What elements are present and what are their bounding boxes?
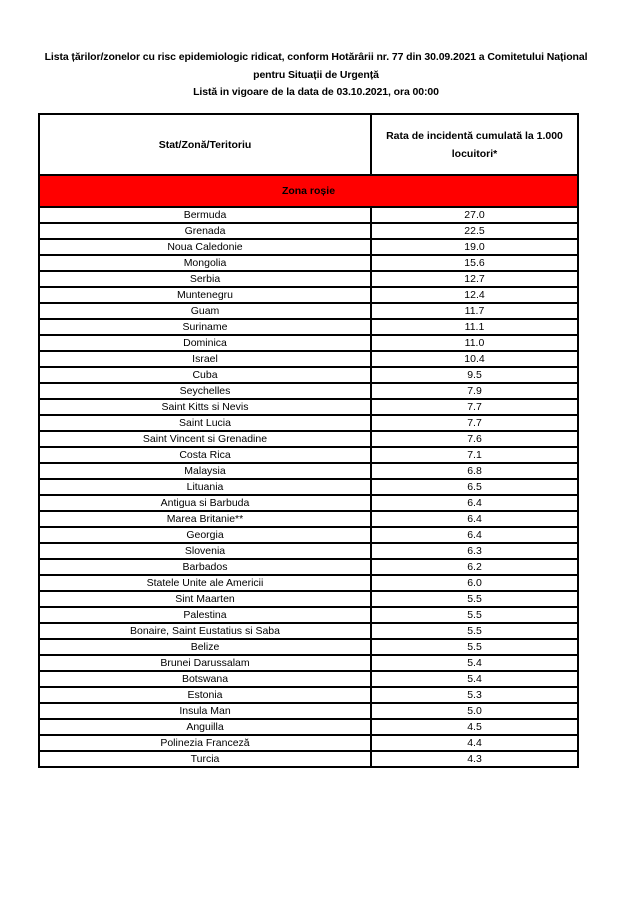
- table-row: [39, 527, 578, 543]
- country-cell: Insula Man: [39, 703, 371, 719]
- title-line-2: pentru Situații de Urgență: [253, 68, 379, 81]
- country-cell: Muntenegru: [39, 287, 371, 303]
- rate-cell: 15.6: [371, 255, 578, 271]
- rate-cell: 4.4: [371, 735, 578, 751]
- country-cell: Turcia: [39, 751, 371, 767]
- rate-cell: 5.5: [371, 591, 578, 607]
- rate-cell: 5.5: [371, 623, 578, 639]
- country-cell: Malaysia: [39, 463, 371, 479]
- country-cell: Suriname: [39, 319, 371, 335]
- table-row: [39, 479, 578, 495]
- country-cell: Bonaire, Saint Eustatius si Saba: [39, 623, 371, 639]
- country-cell: Marea Britanie**: [39, 511, 371, 527]
- table-row: [39, 511, 578, 527]
- rate-cell: 4.5: [371, 719, 578, 735]
- rate-cell: 11.7: [371, 303, 578, 319]
- table-row: [39, 575, 578, 591]
- table-row: [39, 607, 578, 623]
- rate-cell: 27.0: [371, 207, 578, 223]
- table-row: [39, 463, 578, 479]
- rate-cell: 4.3: [371, 751, 578, 767]
- table-row: [39, 415, 578, 431]
- risk-countries-table: [38, 113, 579, 768]
- country-cell: Slovenia: [39, 543, 371, 559]
- rate-cell: 5.3: [371, 687, 578, 703]
- country-cell: Polinezia Franceză: [39, 735, 371, 751]
- table-row: [39, 239, 578, 255]
- table-row: [39, 639, 578, 655]
- table-row: [39, 543, 578, 559]
- rate-cell: 11.0: [371, 335, 578, 351]
- country-cell: Guam: [39, 303, 371, 319]
- table-row: [39, 495, 578, 511]
- table-row: [39, 751, 578, 767]
- table-row: [39, 431, 578, 447]
- rate-cell: 7.7: [371, 399, 578, 415]
- table-row: [39, 287, 578, 303]
- header-country: Stat/Zonă/Teritoriu: [39, 114, 371, 175]
- title-line-1: Lista țărilor/zonelor cu risc epidemiologic ridicat, conform Hotărârii nr. 77 din 30.09.2021 a Comitetului Național: [44, 51, 588, 63]
- rate-cell: 9.5: [371, 367, 578, 383]
- table-row: [39, 591, 578, 607]
- country-cell: Mongolia: [39, 255, 371, 271]
- rate-cell: 5.4: [371, 671, 578, 687]
- rate-cell: 7.6: [371, 431, 578, 447]
- country-cell: Costa Rica: [39, 447, 371, 463]
- country-cell: Statele Unite ale Americii: [39, 575, 371, 591]
- table-row: [39, 351, 578, 367]
- rate-cell: 6.4: [371, 495, 578, 511]
- rate-cell: 6.4: [371, 511, 578, 527]
- rate-cell: 5.0: [371, 703, 578, 719]
- table-row: [39, 735, 578, 751]
- rate-cell: 11.1: [371, 319, 578, 335]
- rate-cell: 6.4: [371, 527, 578, 543]
- table-row: [39, 559, 578, 575]
- country-cell: Saint Vincent si Grenadine: [39, 431, 371, 447]
- rate-cell: 5.5: [371, 607, 578, 623]
- table-row: [39, 703, 578, 719]
- table-row: [39, 399, 578, 415]
- table-row: [39, 719, 578, 735]
- country-cell: Seychelles: [39, 383, 371, 399]
- table-row: [39, 383, 578, 399]
- table-row: [39, 687, 578, 703]
- country-cell: Palestina: [39, 607, 371, 623]
- country-cell: Serbia: [39, 271, 371, 287]
- table-row: [39, 271, 578, 287]
- country-cell: Georgia: [39, 527, 371, 543]
- zone-red-row: [39, 175, 578, 207]
- table-header-row: [39, 114, 578, 175]
- country-cell: Israel: [39, 351, 371, 367]
- country-cell: Anguilla: [39, 719, 371, 735]
- table-row: [39, 447, 578, 463]
- table-row: [39, 367, 578, 383]
- rate-cell: 10.4: [371, 351, 578, 367]
- rate-cell: 7.1: [371, 447, 578, 463]
- rate-cell: 6.3: [371, 543, 578, 559]
- zone-label: Zona roșie: [39, 175, 578, 207]
- country-cell: Belize: [39, 639, 371, 655]
- table-row: [39, 319, 578, 335]
- rate-cell: 5.5: [371, 639, 578, 655]
- country-cell: Dominica: [39, 335, 371, 351]
- rate-cell: 19.0: [371, 239, 578, 255]
- country-cell: Lituania: [39, 479, 371, 495]
- country-cell: Sint Maarten: [39, 591, 371, 607]
- table-row: [39, 255, 578, 271]
- country-cell: Bermuda: [39, 207, 371, 223]
- country-cell: Noua Caledonie: [39, 239, 371, 255]
- rate-cell: 22.5: [371, 223, 578, 239]
- header-incidence-rate: Rata de incidentă cumulată la 1.000 locuitori*: [371, 114, 578, 175]
- table-row: [39, 671, 578, 687]
- table-row: [39, 623, 578, 639]
- rate-cell: 6.2: [371, 559, 578, 575]
- rate-cell: 6.0: [371, 575, 578, 591]
- document-title: [0, 49, 632, 102]
- rate-cell: 7.9: [371, 383, 578, 399]
- rate-cell: 7.7: [371, 415, 578, 431]
- rate-cell: 12.7: [371, 271, 578, 287]
- country-cell: Saint Kitts si Nevis: [39, 399, 371, 415]
- table-row: [39, 335, 578, 351]
- rate-cell: 6.5: [371, 479, 578, 495]
- rate-cell: 12.4: [371, 287, 578, 303]
- table-row: [39, 303, 578, 319]
- table-row: [39, 223, 578, 239]
- country-cell: Grenada: [39, 223, 371, 239]
- country-cell: Barbados: [39, 559, 371, 575]
- table-row: [39, 655, 578, 671]
- country-cell: Antigua si Barbuda: [39, 495, 371, 511]
- country-cell: Saint Lucia: [39, 415, 371, 431]
- country-cell: Estonia: [39, 687, 371, 703]
- title-line-3: Listă in vigoare de la data de 03.10.2021, ora 00:00: [193, 86, 439, 98]
- country-cell: Cuba: [39, 367, 371, 383]
- table-row: [39, 207, 578, 223]
- country-cell: Botswana: [39, 671, 371, 687]
- rate-cell: 6.8: [371, 463, 578, 479]
- country-cell: Brunei Darussalam: [39, 655, 371, 671]
- rate-cell: 5.4: [371, 655, 578, 671]
